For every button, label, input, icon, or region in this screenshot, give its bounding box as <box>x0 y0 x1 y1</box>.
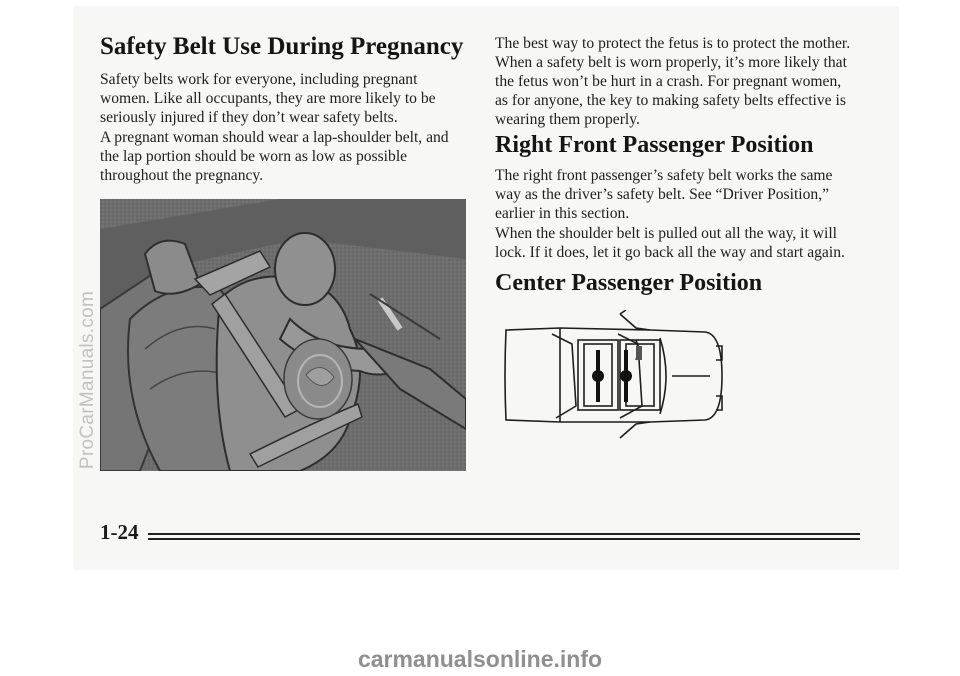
watermark-procarmanuals: ProCarManuals.com <box>77 290 98 470</box>
heading-center-passenger: Center Passenger Position <box>495 270 763 296</box>
paragraph-pregnancy-intro: Safety belts work for everyone, including pregnant women. Like all occupants, they are more likely to be seriously injured if they don’t wear safety belts. <box>100 71 436 126</box>
paragraph-right-front-belt: The right front passenger’s safety belt works the same way as the driver’s safety belt. See “Driver Position,” earlier in this section. <box>495 167 833 222</box>
site-footer-carmanualsonline[interactable]: carmanualsonline.info <box>357 646 603 672</box>
pregnant-woman-belt-illustration <box>100 199 466 471</box>
footer-rule <box>148 533 860 540</box>
center-seat-diagram <box>500 310 732 440</box>
heading-safety-belt-pregnancy: Safety Belt Use During Pregnancy <box>100 33 464 60</box>
heading-right-front-passenger: Right Front Passenger Position <box>495 132 814 158</box>
page-number: 1-24 <box>100 520 139 544</box>
paragraph-lap-shoulder-belt: A pregnant woman should wear a lap-shoulder belt, and the lap portion should be worn as low as possible throughout the pregnancy. <box>100 129 449 184</box>
paragraph-shoulder-belt-lock: When the shoulder belt is pulled out all the way, it will lock. If it does, let it go back all the way and start again. <box>495 225 845 261</box>
paragraph-protect-fetus: The best way to protect the fetus is to protect the mother. When a safety belt is worn properly, it’s more likely that the fetus won’t be hurt in a crash. For pregnant women, as for anyone, the key to making safety belts effective is wearing them properly. <box>495 35 851 128</box>
